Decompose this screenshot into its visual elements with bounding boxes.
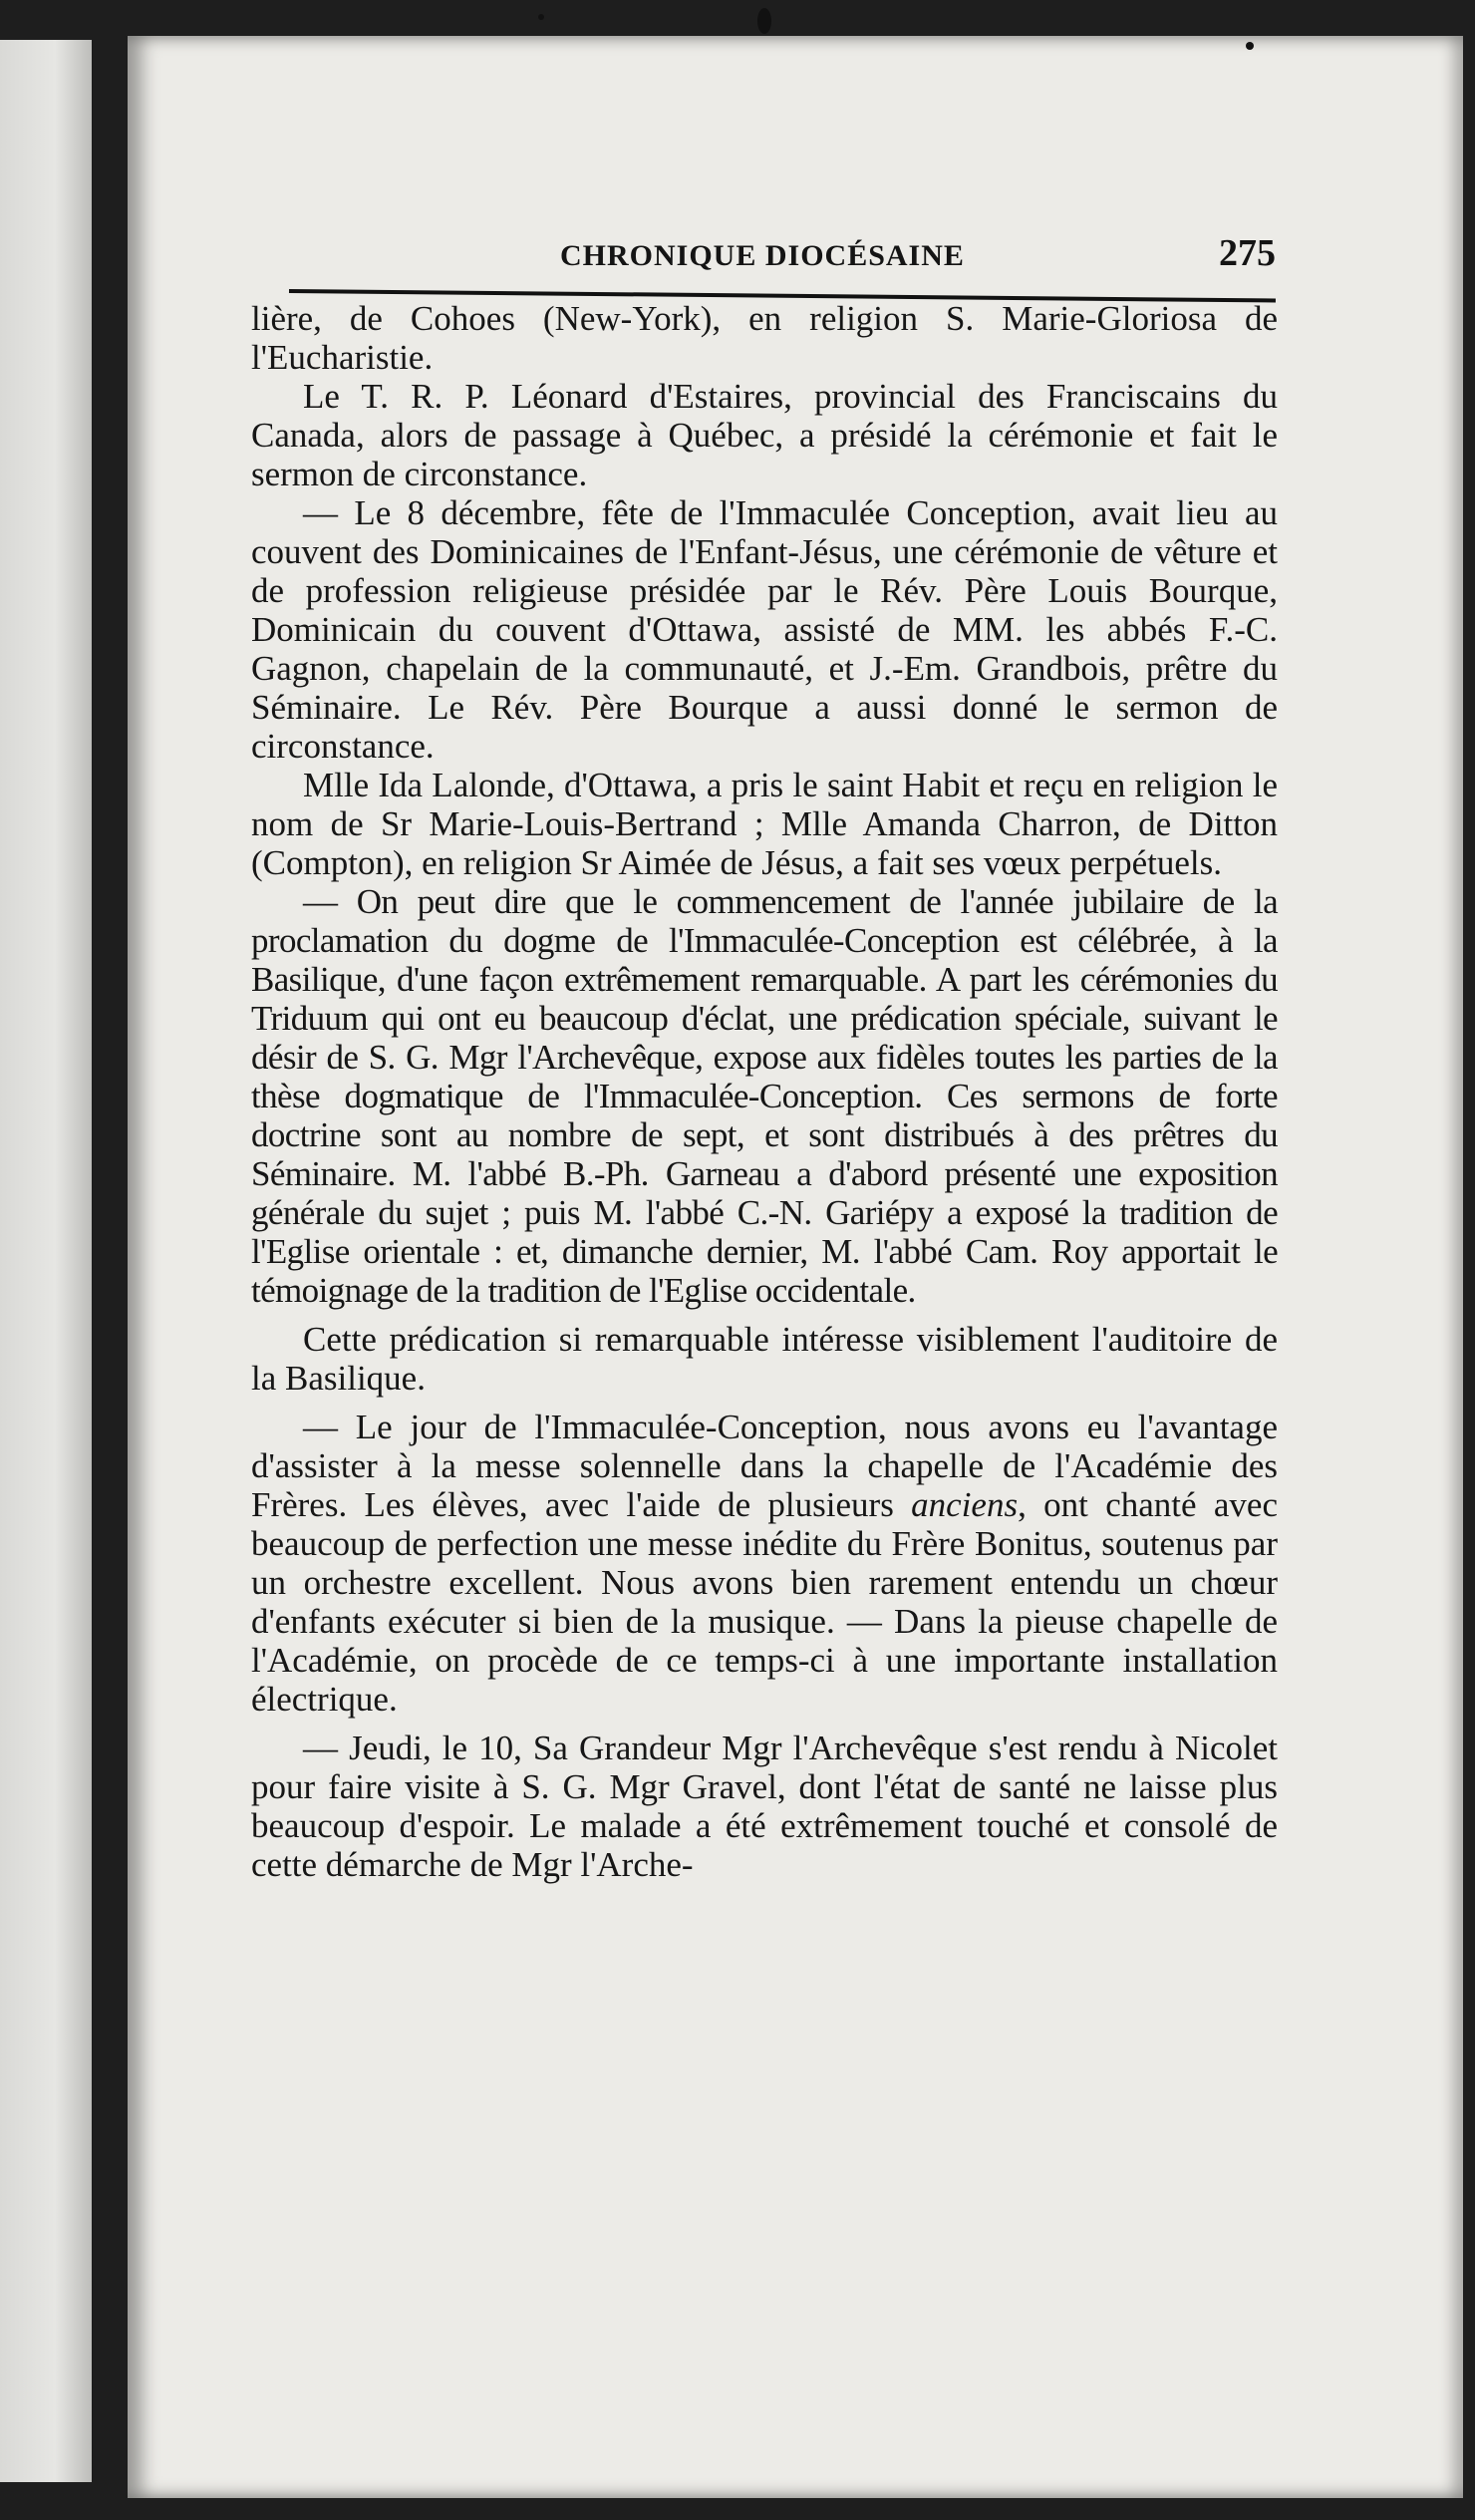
- paragraph-text: , ont chanté avec beaucoup de perfection une messe inédite du Frère Bonitus, soutenus par un orchestre excellent. Nous avons bien rarement entendu un chœur d'enfants exécuter si bien de la musique. — Dans la pieuse chapelle de l'Académie, on procède de ce temps-ci à une importante installation électrique.: [251, 1485, 1278, 1719]
- paragraph: — On peut dire que le commencement de l'année jubilaire de la proclamation du dogme de l'Immaculée-Conception est célébrée, à la Basilique, d'une façon extrêmement remarquable. A part les cérémonies du Triduum qui ont eu beaucoup d'éclat, une prédication spéciale, suivant le désir de S. G. Mgr l'Archevêque, expose aux fidèles toutes les parties de la thèse dogmatique de l'Immaculée-Conception. Ces sermons de forte doctrine sont au nombre de sept, et sont distribués à des prêtres du Séminaire. M. l'abbé B.-Ph. Garneau a d'abord présenté une exposition générale du sujet ; puis M. l'abbé C.-N. Gariépy a exposé la tradition de l'Eglise orientale : et, dimanche dernier, M. l'abbé Cam. Roy apportait le témoignage de la tradition de l'Eglise occidentale.: [251, 882, 1278, 1310]
- facing-page-edge: [0, 40, 92, 2482]
- paragraph: [251, 1408, 1278, 1719]
- paragraph: Mlle Ida Lalonde, d'Ottawa, a pris le saint Habit et reçu en religion le nom de Sr Marie-Louis-Bertrand ; Mlle Amanda Charron, de Ditton (Compton), en religion Sr Aimée de Jésus, a fait ses vœux perpétuels.: [251, 766, 1278, 882]
- paragraph: lière, de Cohoes (New-York), en religion S. Marie-Gloriosa de l'Eucharistie.: [251, 299, 1278, 377]
- paragraph: Cette prédication si remarquable intéresse visiblement l'auditoire de la Basilique.: [251, 1320, 1278, 1398]
- paragraph: — Jeudi, le 10, Sa Grandeur Mgr l'Archevêque s'est rendu à Nicolet pour faire visite à S. G. Mgr Gravel, dont l'état de santé ne laisse plus beaucoup d'espoir. Le malade a été extrêmement touché et consolé de cette démarche de Mgr l'Arche-: [251, 1729, 1278, 1884]
- running-title: CHRONIQUE DIOCÉSAINE: [560, 239, 965, 272]
- page-header: [159, 221, 1276, 291]
- scan-speck: [1246, 42, 1254, 50]
- page-number: 275: [1219, 232, 1276, 274]
- scan-speck: [538, 14, 544, 20]
- italic-word: anciens: [911, 1485, 1019, 1524]
- paragraph: Le T. R. P. Léonard d'Estaires, provincial des Franciscains du Canada, alors de passage à Québec, a présidé la cérémonie et fait le sermon de circonstance.: [251, 377, 1278, 493]
- scan-speck: [757, 8, 771, 34]
- paragraph: — Le 8 décembre, fête de l'Immaculée Conception, avait lieu au couvent des Dominicaines de l'Enfant-Jésus, une cérémonie de vêture et de profession religieuse présidée par le Rév. Père Louis Bourque, Dominicain du couvent d'Ottawa, assisté de MM. les abbés F.-C. Gagnon, chapelain de la communauté, et J.-Em. Grandbois, prêtre du Séminaire. Le Rév. Père Bourque a aussi donné le sermon de circonstance.: [251, 493, 1278, 766]
- paragraph-text: — Le jour de l'Immaculée-Conception, nous avons eu l'avantage d'assister à la messe solennelle dans la chapelle de l'Académie des Frères. Les élèves, avec l'aide de plusieurs: [251, 1408, 1278, 1524]
- text-body: [251, 299, 1278, 1884]
